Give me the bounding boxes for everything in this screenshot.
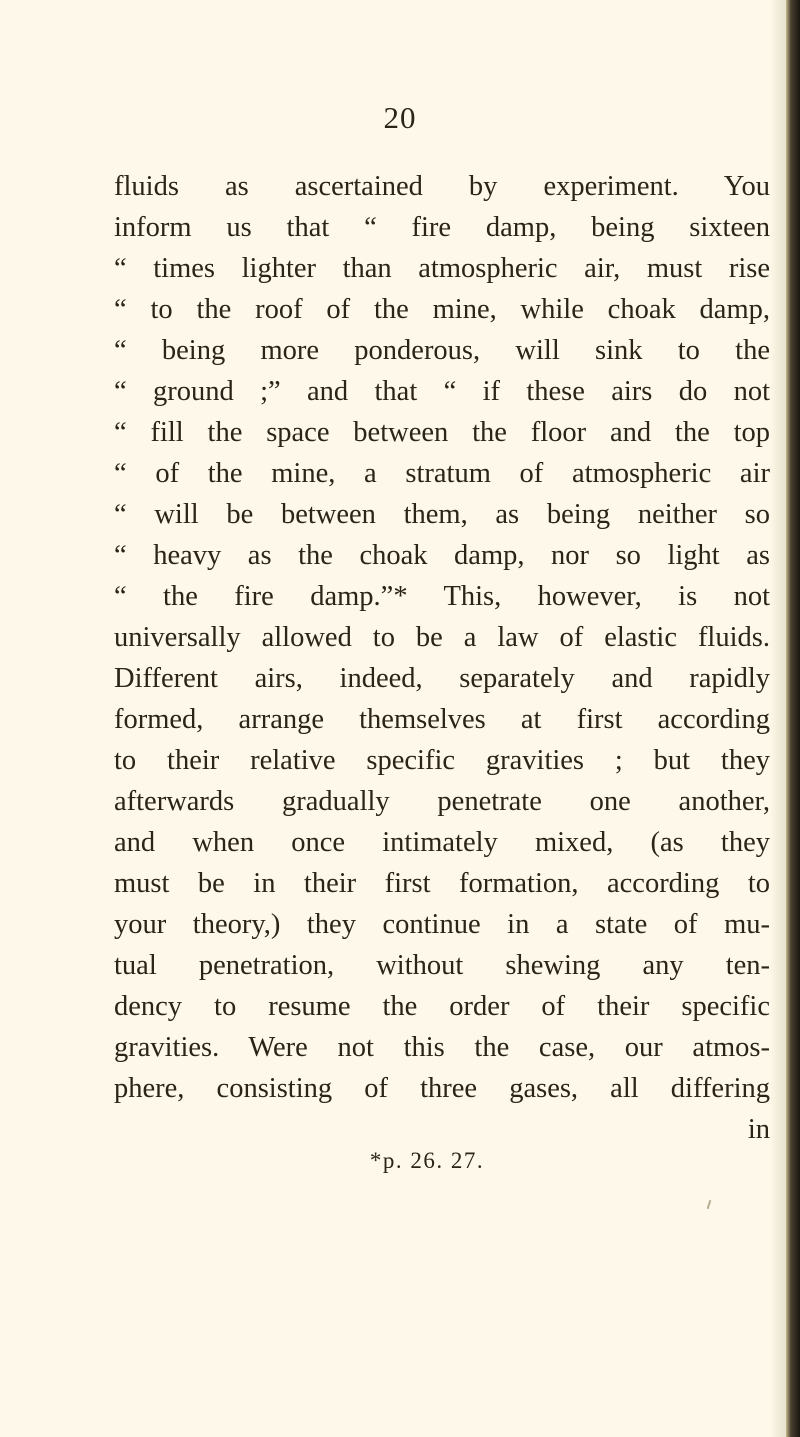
paper-speck (707, 1200, 712, 1209)
page-number: 20 (383, 100, 417, 135)
body-text (114, 166, 770, 1150)
text-line: “ fill the space between the floor and the top (114, 417, 770, 448)
text-line: universally allowed to be a law of elastic fluids. (114, 622, 770, 653)
text-line: “ heavy as the choak damp, nor so light as (114, 540, 770, 571)
text-line: inform us that “ fire damp, being sixteen (114, 212, 770, 243)
text-line: “ of the mine, a stratum of atmospheric air (114, 458, 770, 489)
book-binding-edge (786, 0, 800, 1437)
text-line: must be in their first formation, according to (114, 868, 770, 899)
page-edge-shadow (770, 0, 786, 1437)
text-line: gravities. Were not this the case, our atmos- (114, 1032, 770, 1063)
text-line: “ will be between them, as being neither so (114, 499, 770, 530)
text-line: “ to the roof of the mine, while choak damp, (114, 294, 770, 325)
text-line: tual penetration, without shewing any ten- (114, 950, 770, 981)
text-line: fluids as ascertained by experiment. You (114, 171, 770, 202)
text-line: formed, arrange themselves at first according (114, 704, 770, 735)
text-line: your theory,) they continue in a state of mu- (114, 909, 770, 940)
text-line: to their relative specific gravities ; but they (114, 745, 770, 776)
catchword: in (747, 1114, 770, 1145)
text-line: “ being more ponderous, will sink to the (114, 335, 770, 366)
text-line: afterwards gradually penetrate one another, (114, 786, 770, 817)
text-line: “ the fire damp.”* This, however, is not (114, 581, 770, 612)
text-line: Different airs, indeed, separately and rapidly (114, 663, 770, 694)
text-line: dency to resume the order of their specific (114, 991, 770, 1022)
text-line: “ ground ;” and that “ if these airs do not (114, 376, 770, 407)
text-line: “ times lighter than atmospheric air, must rise (114, 253, 770, 284)
footnote: *p. 26. 27. (369, 1148, 485, 1173)
text-line: phere, consisting of three gases, all differing (114, 1073, 770, 1104)
text-line: and when once intimately mixed, (as they (114, 827, 770, 858)
